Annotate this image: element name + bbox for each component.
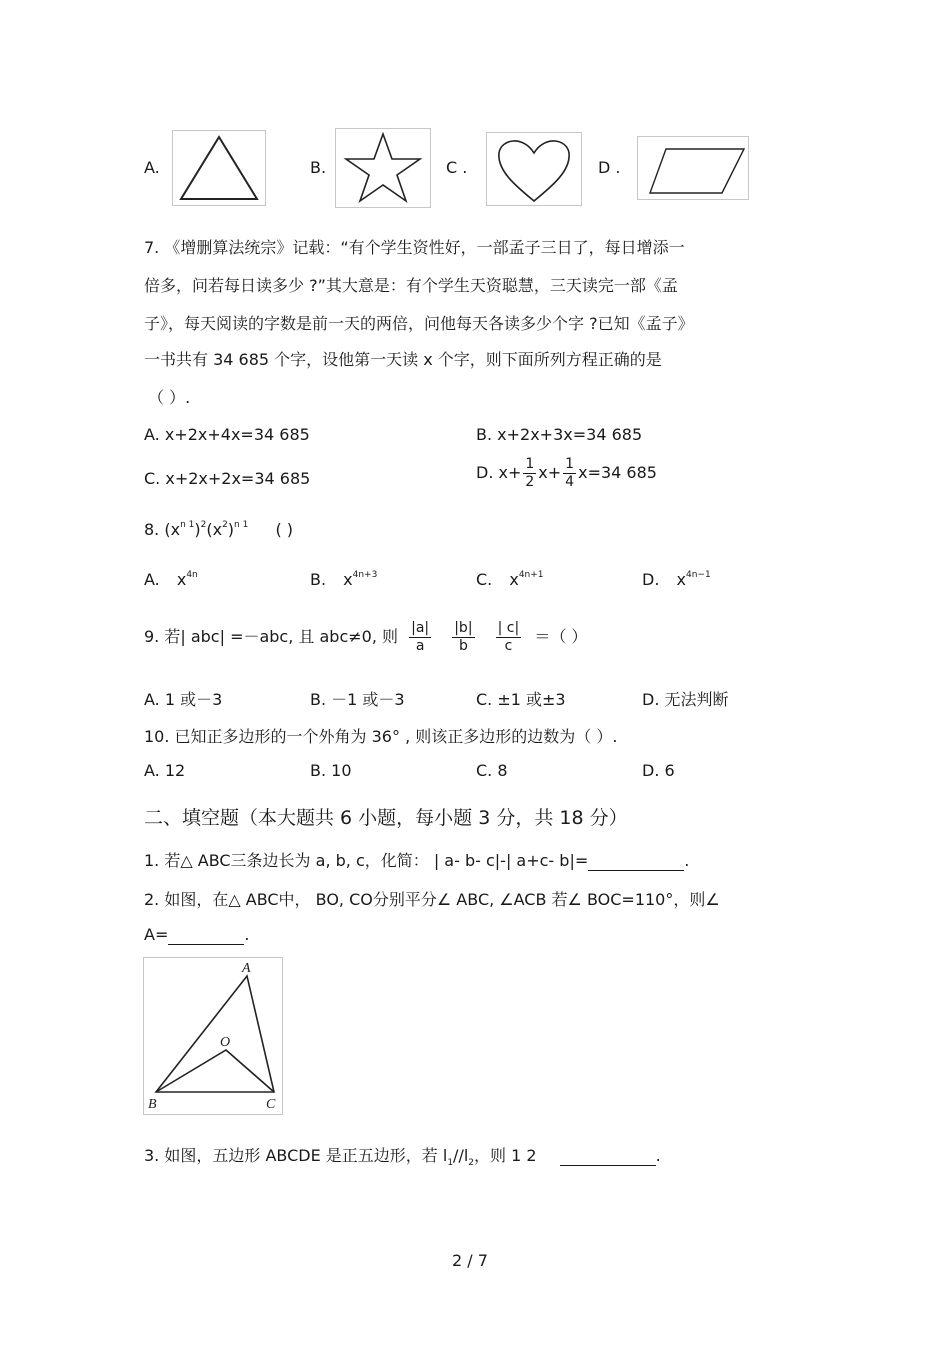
- q9-option-c: C. ±1 或±3: [476, 690, 566, 709]
- q10-option-c: C. 8: [476, 761, 508, 780]
- q8-mid-2: (x: [206, 520, 223, 539]
- vertex-label-a: A: [242, 961, 251, 976]
- q8-option-b-exp: 4n+3: [352, 570, 378, 580]
- q7-fraction-2-numerator: 1: [565, 456, 575, 472]
- vertex-label-c: C: [266, 1097, 276, 1112]
- parallelogram-icon: [638, 137, 748, 199]
- q7-line-5: （ ）.: [148, 388, 191, 407]
- fill-3-sub-1: 1: [447, 1158, 454, 1169]
- q10-stem: 10. 已知正多边形的一个外角为 36° , 则该正多边形的边数为（ ）.: [144, 727, 618, 746]
- q8-option-c-base: x: [509, 570, 519, 589]
- q6-triangle-figure: [172, 130, 266, 206]
- q9-fraction-b-numerator: |b|: [454, 620, 473, 636]
- triangle-abc-diagram: [144, 958, 282, 1114]
- q9-fraction-a: [409, 620, 431, 655]
- q8-option-d-exp: 4n−1: [685, 570, 711, 580]
- fill-2-end: .: [244, 925, 250, 944]
- q6-star-figure: [335, 128, 431, 208]
- heart-icon: [487, 133, 581, 205]
- q9-fraction-c: [496, 620, 522, 655]
- q7-fraction-1-numerator: 1: [525, 456, 535, 472]
- q6-option-c-label: C .: [446, 158, 468, 177]
- q9-fraction-b: [452, 620, 474, 655]
- q7-option-a: A. x+2x+4x=34 685: [144, 425, 310, 444]
- q8-sup-4: n 1: [234, 520, 249, 530]
- q8-option-c-label: C.: [476, 570, 493, 589]
- q8-option-a: [144, 570, 198, 589]
- q8-option-d: [642, 570, 711, 589]
- q9-fraction-a-denominator: a: [415, 638, 425, 654]
- triangle-icon: [173, 131, 265, 205]
- q8-option-b: [310, 570, 377, 589]
- q8-mid-3: ): [227, 520, 235, 539]
- q8-stem: [144, 520, 293, 539]
- q8-option-b-label: B.: [310, 570, 327, 589]
- q8-option-a-exp: 4n: [186, 570, 198, 580]
- star-icon: [336, 129, 430, 207]
- q7-option-d-fraction-1: [523, 456, 536, 491]
- q7-option-b: B. x+2x+3x=34 685: [476, 425, 643, 444]
- q8-mid-1: ): [194, 520, 201, 539]
- q8-prefix: 8. (x: [144, 520, 181, 539]
- fill-3-answer-blank[interactable]: [560, 1146, 656, 1166]
- q8-option-c-exp: 4n+1: [518, 570, 544, 580]
- fill-1: [144, 848, 689, 871]
- fill-2-line-1: 2. 如图，在△ ABC中， BO, CO分别平分∠ ABC, ∠ACB 若∠ BOC=110°，则∠: [144, 890, 720, 909]
- q9-fraction-c-denominator: c: [504, 638, 513, 654]
- q9-stem: [144, 620, 587, 655]
- q9-option-d: D. 无法判断: [642, 690, 729, 709]
- q9-option-b: B. －1 或－3: [310, 690, 405, 709]
- q10-option-a: A. 12: [144, 761, 186, 780]
- q7-line-3: 子》，每天阅读的字数是前一天的两倍，问他每天各读多少个字 ?已知《孟子》: [144, 314, 694, 333]
- q9-fraction-c-numerator: | c|: [497, 620, 520, 636]
- q7-fraction-1-denominator: 2: [525, 474, 535, 490]
- q6-option-b-label: B.: [310, 158, 327, 177]
- fill-3-sub-2: 2: [468, 1158, 475, 1169]
- q6-option-a-label: A.: [144, 158, 160, 177]
- vertex-label-o: O: [220, 1035, 231, 1050]
- q7-option-d-suffix: x=34 685: [578, 463, 657, 482]
- q8-option-a-label: A.: [144, 570, 160, 589]
- q7-line-2: 倍多，问若每日读多少 ?”其大意是：有个学生天资聪慧，三天读完一部《孟: [144, 276, 678, 295]
- fill-3-prefix: 3. 如图，五边形 ABCDE 是正五边形，若 l: [144, 1146, 448, 1165]
- q9-fraction-b-denominator: b: [458, 638, 468, 654]
- q8-sup-1: n 1: [180, 520, 195, 530]
- fill-3-end: .: [655, 1146, 661, 1165]
- q8-option-a-base: x: [176, 570, 187, 589]
- q8-sup-2: 2: [200, 520, 207, 530]
- q9-fraction-a-numerator: |a|: [411, 620, 430, 636]
- q6-heart-figure: [486, 132, 582, 206]
- q7-line-1: 7. 《增删算法统宗》记载：“有个学生资性好，一部孟子三日了，每日增添一: [144, 238, 685, 257]
- page-number: 2 / 7: [452, 1251, 488, 1270]
- q8-option-c: [476, 570, 544, 589]
- fill-2-prefix: A=: [144, 925, 169, 944]
- vertex-label-b: B: [148, 1097, 157, 1112]
- q7-option-c: C. x+2x+2x=34 685: [144, 469, 311, 488]
- q10-option-b: B. 10: [310, 761, 352, 780]
- q8-sup-3: 2: [222, 520, 228, 530]
- fill-2-answer-blank[interactable]: [168, 925, 244, 945]
- q7-option-d: [476, 456, 657, 491]
- fill-3: [144, 1143, 661, 1168]
- q8-option-d-base: x: [676, 570, 686, 589]
- q7-option-d-prefix: D. x+: [476, 463, 522, 482]
- q7-option-d-fraction-2: [563, 456, 576, 491]
- fill-3-mid: //l: [453, 1146, 469, 1165]
- q7-line-4: 一书共有 34 685 个字，设他第一天读 x 个字，则下面所列方程正确的是: [144, 350, 662, 369]
- fill-2-line-2: [144, 925, 249, 945]
- fill-1-text: 1. 若△ ABC三条边长为 a, b, c，化简： | a- b- c|-| a+c- b|=: [144, 851, 589, 870]
- q7-option-d-middle: x+: [538, 463, 562, 482]
- q8-option-d-label: D.: [642, 570, 660, 589]
- fill-1-end: .: [684, 851, 690, 870]
- q6-parallelogram-figure: [637, 136, 749, 200]
- q8-answer-paren: ( ): [275, 520, 294, 539]
- q9-prefix: 9. 若| abc| =－abc, 且 abc≠0, 则: [144, 627, 399, 646]
- section-2-title: 二、填空题（本大题共 6 小题，每小题 3 分，共 18 分）: [144, 807, 628, 829]
- q9-option-a: A. 1 或－3: [144, 690, 223, 709]
- fill-3-suffix: ，则 1 2: [474, 1146, 537, 1165]
- q6-option-d-label: D .: [598, 158, 621, 177]
- q9-suffix: ＝（ ）: [534, 627, 588, 646]
- q10-option-d: D. 6: [642, 761, 675, 780]
- q7-fraction-2-denominator: 4: [565, 474, 575, 490]
- q8-option-b-base: x: [343, 570, 353, 589]
- fill-1-answer-blank[interactable]: [588, 851, 684, 871]
- fill-2-triangle-diagram: [143, 957, 283, 1115]
